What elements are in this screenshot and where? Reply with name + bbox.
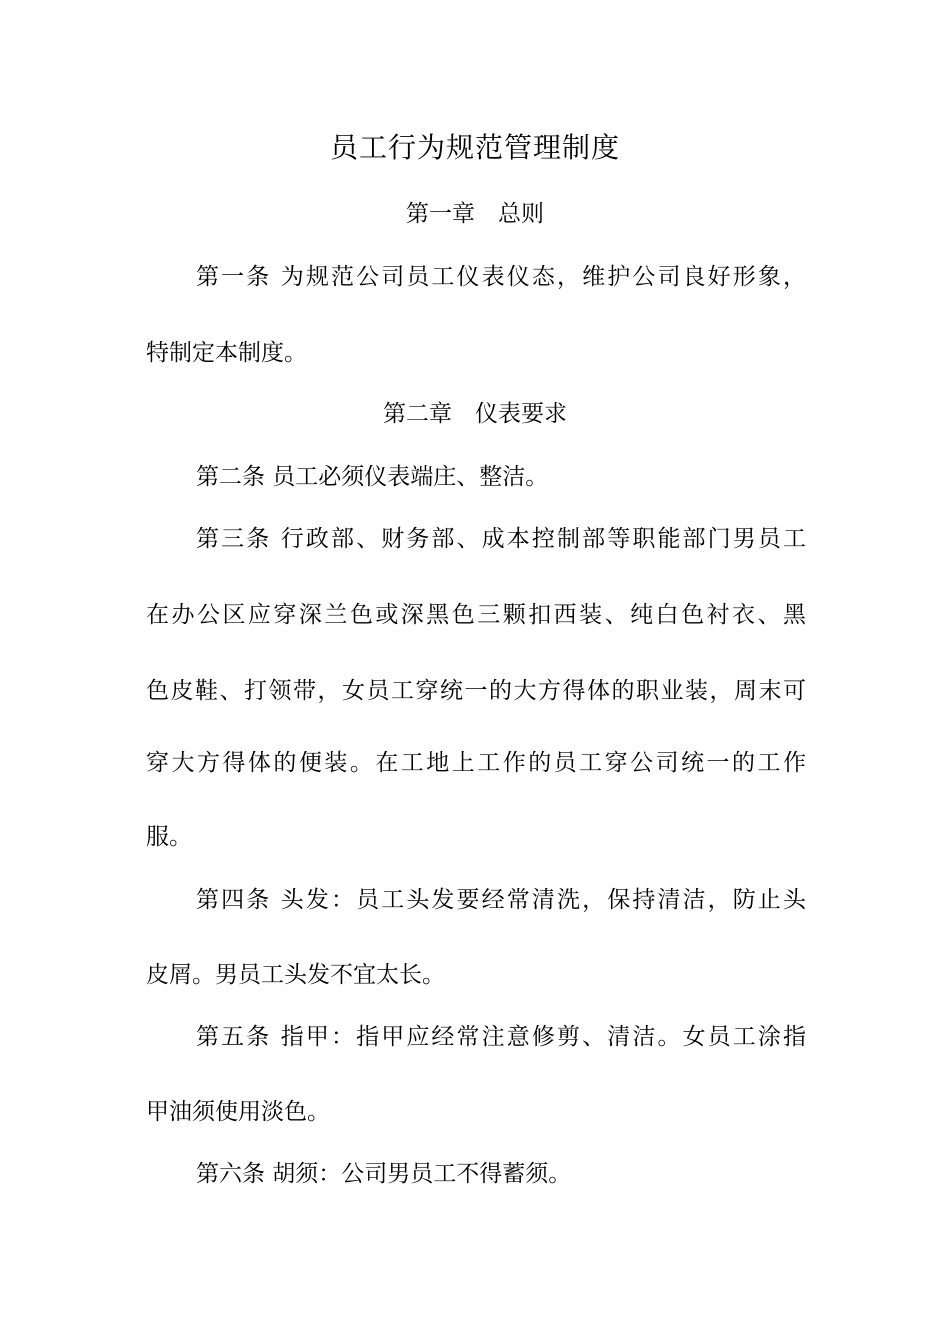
article-3-line-2: 在办公区应穿深兰色或深黑色三颗扣西装、纯白色衬衣、黑 xyxy=(146,602,806,628)
article-6-line-1: 第六条 胡须：公司男员工不得蓄须。 xyxy=(196,1161,572,1187)
article-1-line-2: 特制定本制度。 xyxy=(146,340,307,366)
article-3-line-4: 穿大方得体的便装。在工地上工作的员工穿公司统一的工作 xyxy=(146,750,806,776)
document-title: 员工行为规范管理制度 xyxy=(329,131,620,164)
article-3-line-3: 色皮鞋、打领带，女员工穿统一的大方得体的职业装，周末可 xyxy=(146,678,806,704)
article-4-line-2: 皮屑。男员工头发不宜太长。 xyxy=(146,962,445,988)
article-3-line-1: 第三条 行政部、财务部、成本控制部等职能部门男员工 xyxy=(196,526,806,552)
chapter-heading-2: 第二章 仪表要求 xyxy=(383,401,567,427)
article-4-line-1: 第四条 头发：员工头发要经常清洗，保持清洁，防止头 xyxy=(196,887,806,913)
article-2-line-1: 第二条 员工必须仪表端庄、整洁。 xyxy=(196,464,549,490)
article-1-line-1: 第一条 为规范公司员工仪表仪态，维护公司良好形象， xyxy=(196,264,806,290)
chapter-heading-1: 第一章 总则 xyxy=(406,201,544,227)
article-3-line-5: 服。 xyxy=(146,824,192,850)
article-5-line-2: 甲油须使用淡色。 xyxy=(146,1099,330,1125)
article-5-line-1: 第五条 指甲：指甲应经常注意修剪、清洁。女员工涂指 xyxy=(196,1024,806,1050)
